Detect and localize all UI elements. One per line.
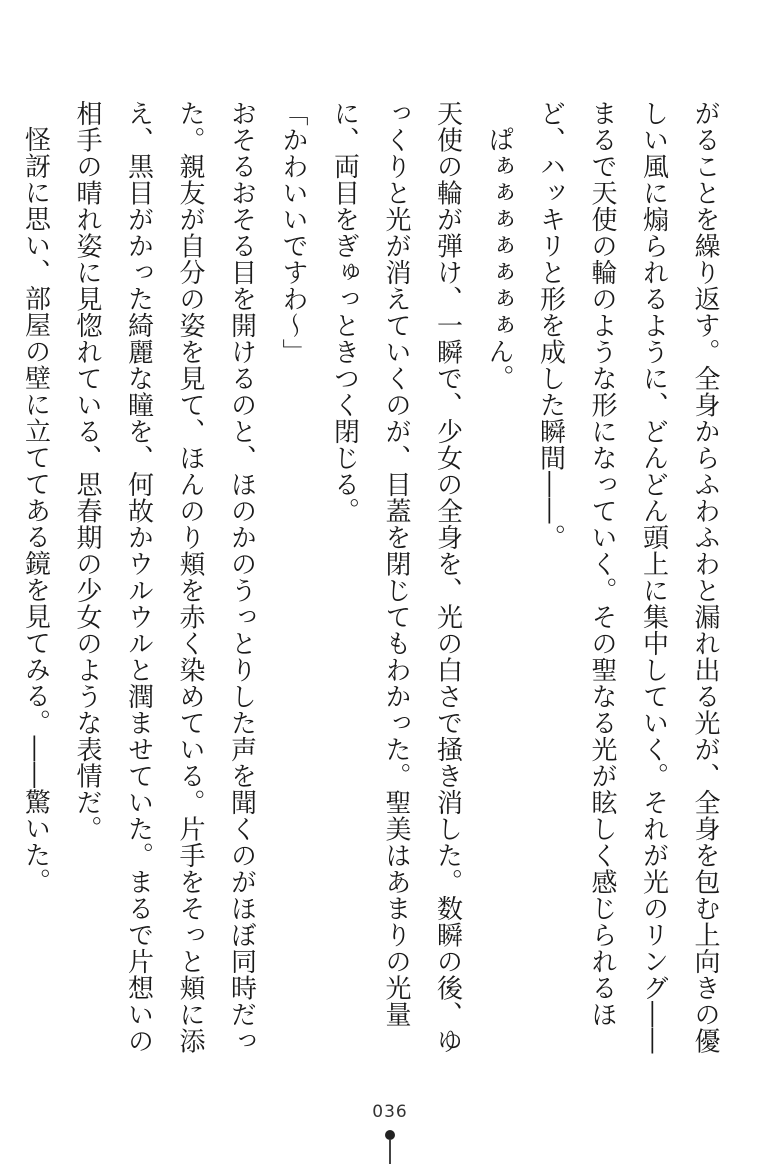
paragraph-3: 天使の輪が弾け、一瞬で、少女の全身を、光の白さで掻き消した。数瞬の後、ゆっくりと光が消えていくのが、目蓋を閉じてもわかった。聖美はあまりの光量に、両目をぎゅっときつく閉じる。 [329, 100, 463, 1054]
paragraph-7 [0, 100, 9, 1080]
page-number: 036 [372, 1102, 408, 1122]
paragraph-4-dialogue: 「かわいいですわ～」 [278, 100, 308, 365]
paragraph-5: おそるおそる目を開けるのと、ほのかのうっとりした声を聞くのがほぼ同時だった。親友が自分の姿を見て、ほんのり頬を赤く染めている。片手をそっと頬に添え、黒目がかった綺麗な瞳を、何故かウルウルと潤ませていた。まるで片想いの相手の晴れ姿に見惚れている、思春期の少女のような表情だ。 [72, 100, 257, 1054]
paragraph-6: 怪訝に思い、部屋の壁に立ててある鏡を見てみる。――驚いた。 [20, 126, 51, 895]
page-marker-dot [385, 1130, 395, 1140]
vertical-text-body [20, 100, 730, 1080]
page-marker-icon [385, 1130, 395, 1164]
paragraph-2: ぱぁぁぁぁぁぁぁん。 [484, 126, 514, 391]
paragraph-1: がることを繰り返す。全身からふわふわと漏れ出る光が、全身を包む上向きの優しい風に煽られるように、どんどん頭上に集中していく。それが光のリング――まるで天使の輪のような形になっていく。その聖なる光が眩しく感じられるほど、ハッキリと形を成した瞬間――。 [535, 100, 720, 1054]
page-marker-stem [389, 1140, 391, 1164]
